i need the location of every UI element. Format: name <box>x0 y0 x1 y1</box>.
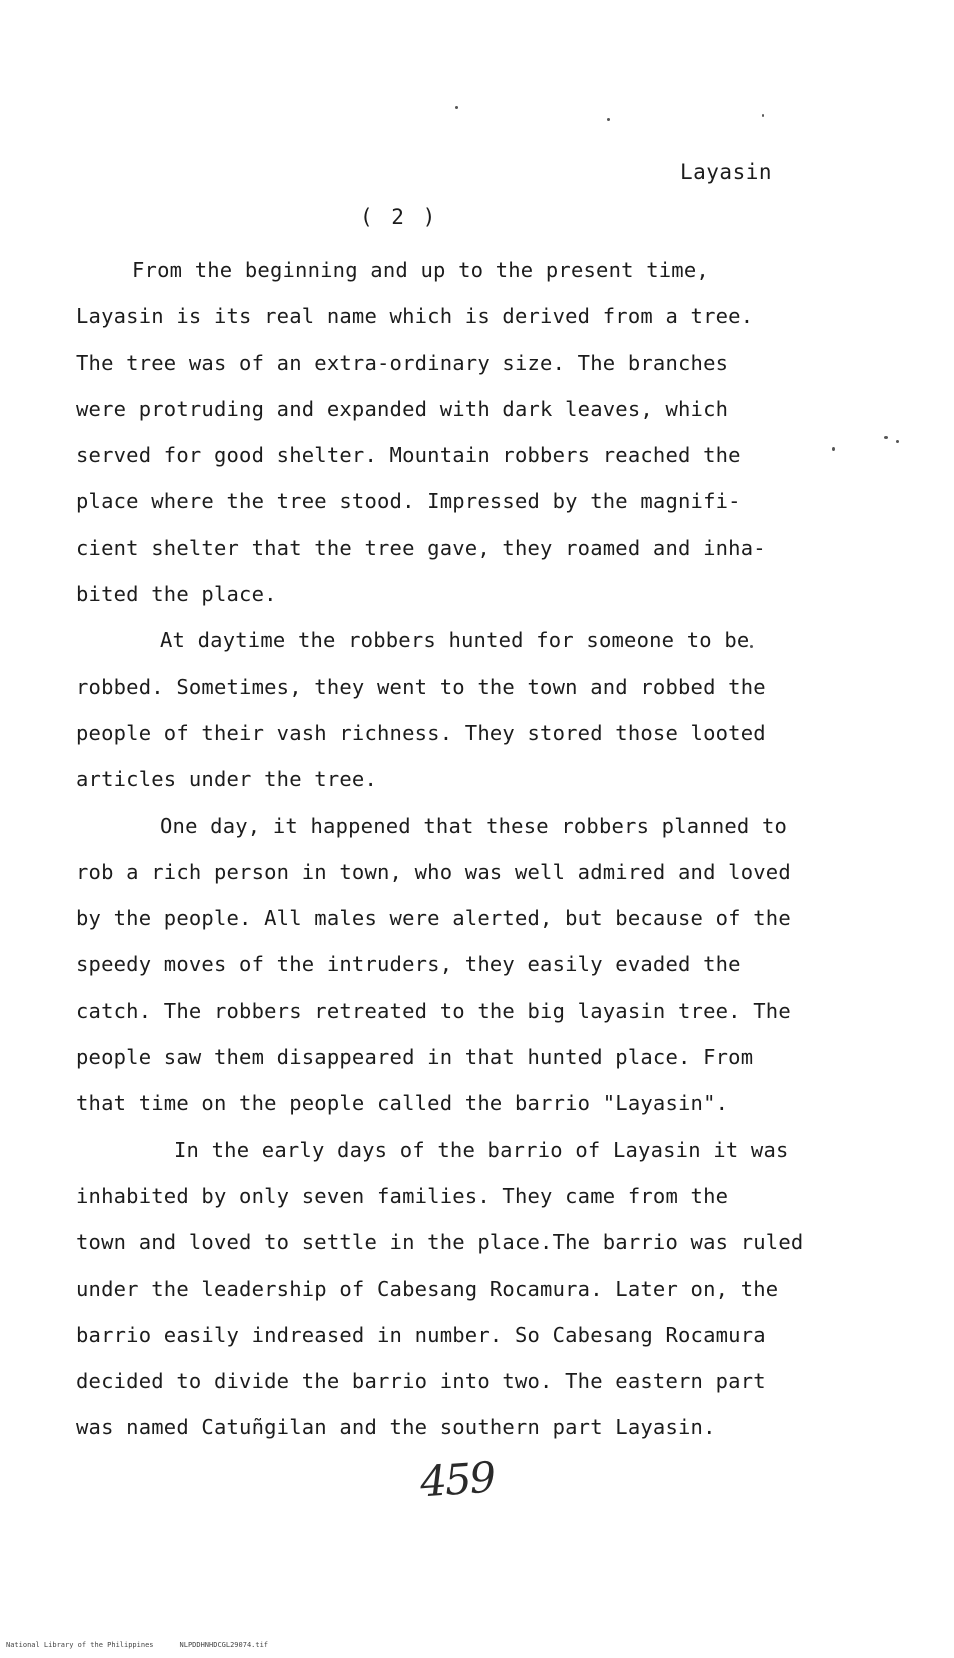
text-line: The tree was of an extra-ordinary size. The branches <box>76 350 729 375</box>
text-line: rob a rich person in town, who was well admired and loved <box>76 859 791 884</box>
text-line: articles under the tree. <box>76 767 378 792</box>
text-line: barrio easily indreased in number. So Cabesang Rocamura <box>76 1322 766 1347</box>
text-line: people of their vash richness. They stored those looted <box>76 720 766 745</box>
scan-speck <box>896 440 899 443</box>
text-line: people saw them disappeared in that hunted place. From <box>76 1045 754 1070</box>
body-text <box>76 247 936 1451</box>
text-line: One day, it happened that these robbers planned to <box>160 813 788 838</box>
text-line: were protruding and expanded with dark leaves, which <box>76 396 729 421</box>
text-line: served for good shelter. Mountain robbers reached the <box>76 443 741 468</box>
scan-footer <box>6 1641 268 1649</box>
text-line: town and loved to settle in the place.The barrio was ruled <box>76 1230 804 1255</box>
scan-speck <box>762 114 764 117</box>
scan-speck <box>832 447 835 451</box>
text-line: that time on the people called the barrio "Layasin". <box>76 1091 729 1116</box>
text-line: place where the tree stood. Impressed by the magnifi- <box>76 489 741 514</box>
page-header-title: Layasin <box>680 160 773 184</box>
text-line: by the people. All males were alerted, but because of the <box>76 906 791 931</box>
text-line: speedy moves of the intruders, they easily evaded the <box>76 952 741 977</box>
text-line: decided to divide the barrio into two. The eastern part <box>76 1369 766 1394</box>
text-line: bited the place. <box>76 582 277 607</box>
scan-speck <box>455 106 458 109</box>
text-line: At daytime the robbers hunted for someone to be <box>160 628 750 653</box>
handwritten-page-number: 459 <box>418 1452 496 1507</box>
scan-speck <box>607 118 610 121</box>
text-line: under the leadership of Cabesang Rocamura. Later on, the <box>76 1276 779 1301</box>
text-line: Layasin is its real name which is derived from a tree. <box>76 304 754 329</box>
scan-speck <box>884 436 888 439</box>
text-line: cient shelter that the tree gave, they roamed and inha- <box>76 535 766 560</box>
text-line: In the early days of the barrio of Layasin it was <box>174 1137 789 1162</box>
text-line: catch. The robbers retreated to the big layasin tree. The <box>76 998 791 1023</box>
page-number: ( 2 ) <box>360 205 439 229</box>
scan-speck <box>750 645 753 648</box>
text-line: robbed. Sometimes, they went to the town and robbed the <box>76 674 766 699</box>
text-line: From the beginning and up to the present time, <box>132 258 709 282</box>
text-line: was named Catuñgilan and the southern part Layasin. <box>76 1415 716 1440</box>
footer-library: National Library of the Philippines <box>6 1641 154 1649</box>
footer-file-name: NLPDDHNHDCGL29074.tif <box>179 1641 269 1649</box>
text-line: inhabited by only seven families. They came from the <box>76 1183 729 1208</box>
